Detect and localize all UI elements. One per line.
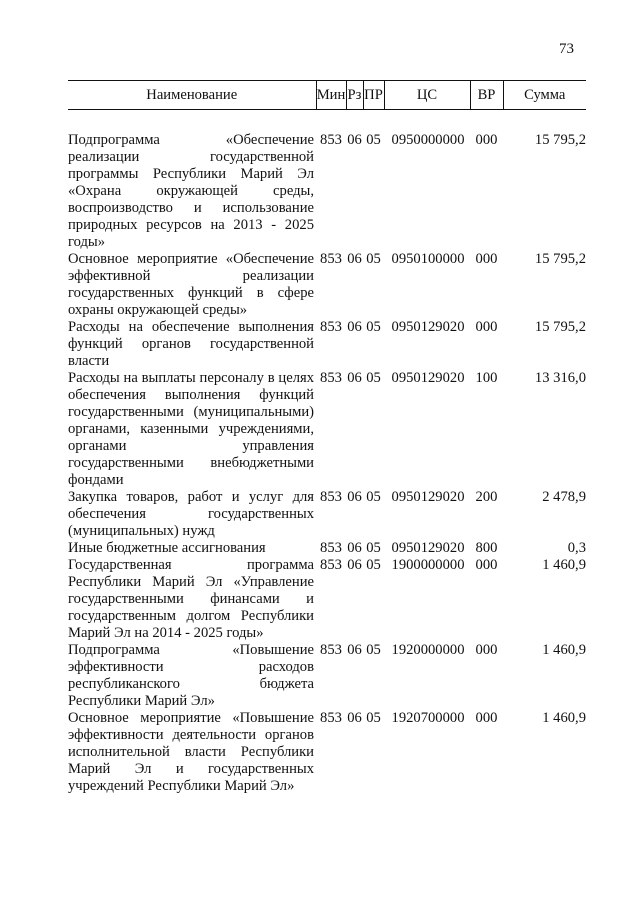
table-row — [68, 319, 586, 370]
row-pr: 05 — [366, 370, 381, 386]
row-min: 853 — [320, 132, 342, 148]
row-min: 853 — [320, 642, 342, 658]
row-name: Расходы на выплаты персоналу в целях обеспечения выполнения функций государственными (муниципальными) органами, казенными учреждениями, органами управления государственными внебюджетными фондами — [68, 370, 314, 488]
table-row — [68, 710, 586, 795]
row-pr: 05 — [366, 642, 381, 658]
header-pr: ПР — [363, 81, 384, 110]
table-row — [68, 489, 586, 540]
row-rz: 06 — [347, 132, 362, 148]
row-vr: 200 — [475, 489, 498, 505]
row-pr: 05 — [366, 540, 381, 556]
row-sum: 15 795,2 — [534, 251, 586, 267]
row-cs: 0950129020 — [391, 370, 465, 386]
budget-table — [68, 80, 586, 795]
row-name: Основное мероприятие «Повышение эффективности деятельности органов исполнительной власти Республики Марий Эл и государственных учреждений Республики Марий Эл» — [68, 710, 314, 794]
row-rz: 06 — [347, 251, 362, 267]
row-min: 853 — [320, 710, 342, 726]
table-header-row — [68, 81, 586, 110]
row-vr: 000 — [475, 132, 498, 148]
table-row — [68, 557, 586, 642]
table-row — [68, 132, 586, 251]
row-vr: 800 — [475, 540, 498, 556]
row-pr: 05 — [366, 489, 381, 505]
row-rz: 06 — [347, 370, 362, 386]
row-min: 853 — [320, 251, 342, 267]
header-rz: Рз — [346, 81, 363, 110]
header-cs: ЦС — [384, 81, 470, 110]
row-min: 853 — [320, 540, 342, 556]
table-row — [68, 370, 586, 489]
row-cs: 0950129020 — [391, 319, 465, 335]
row-name: Закупка товаров, работ и услуг для обеспечения государственных (муниципальных) нужд — [68, 489, 314, 539]
row-vr: 000 — [475, 710, 498, 726]
row-sum: 0,3 — [567, 540, 586, 556]
row-min: 853 — [320, 489, 342, 505]
row-sum: 1 460,9 — [542, 557, 586, 573]
row-sum: 2 478,9 — [542, 489, 586, 505]
row-sum: 13 316,0 — [534, 370, 586, 386]
header-name: Наименование — [68, 81, 316, 110]
row-rz: 06 — [347, 557, 362, 573]
row-cs: 0950000000 — [391, 132, 465, 148]
row-rz: 06 — [347, 489, 362, 505]
row-vr: 000 — [475, 642, 498, 658]
row-cs: 1920700000 — [391, 710, 465, 726]
row-cs: 0950129020 — [391, 489, 465, 505]
row-rz: 06 — [347, 642, 362, 658]
row-cs: 0950100000 — [391, 251, 465, 267]
table-row — [68, 251, 586, 319]
row-sum: 1 460,9 — [542, 642, 586, 658]
row-min: 853 — [320, 370, 342, 386]
row-sum: 15 795,2 — [534, 319, 586, 335]
row-rz: 06 — [347, 540, 362, 556]
row-vr: 000 — [475, 319, 498, 335]
table-row — [68, 540, 586, 557]
row-name: Государственная программа Республики Марий Эл «Управление государственными финансами и государственным долгом Республики Марий Эл на 2014 - 2025 годы» — [68, 557, 314, 641]
row-name: Иные бюджетные ассигнования — [68, 540, 266, 556]
row-min: 853 — [320, 319, 342, 335]
row-pr: 05 — [366, 251, 381, 267]
row-sum: 15 795,2 — [534, 132, 586, 148]
table-row — [68, 642, 586, 710]
header-vr: ВР — [470, 81, 503, 110]
row-vr: 100 — [475, 370, 498, 386]
row-rz: 06 — [347, 710, 362, 726]
page-number: 73 — [559, 41, 574, 57]
row-cs: 0950129020 — [391, 540, 465, 556]
row-cs: 1900000000 — [391, 557, 465, 573]
row-pr: 05 — [366, 710, 381, 726]
header-sum: Сумма — [503, 81, 586, 110]
row-rz: 06 — [347, 319, 362, 335]
row-name: Подпрограмма «Обеспечение реализации государственной программы Республики Марий Эл «Охрана окружающей среды, воспроизводство и использование природных ресурсов на 2013 - 2025 годы» — [68, 132, 314, 250]
row-vr: 000 — [475, 557, 498, 573]
row-pr: 05 — [366, 319, 381, 335]
header-min: Мин — [316, 81, 346, 110]
row-sum: 1 460,9 — [542, 710, 586, 726]
row-pr: 05 — [366, 132, 381, 148]
row-name: Расходы на обеспечение выполнения функций органов государственной власти — [68, 319, 314, 369]
row-vr: 000 — [475, 251, 498, 267]
row-pr: 05 — [366, 557, 381, 573]
row-cs: 1920000000 — [391, 642, 465, 658]
row-name: Основное мероприятие «Обеспечение эффективной реализации государственных функций в сфере охраны окружающей среды» — [68, 251, 314, 318]
row-min: 853 — [320, 557, 342, 573]
row-name: Подпрограмма «Повышение эффективности расходов республиканского бюджета Республики Марий Эл» — [68, 642, 314, 709]
